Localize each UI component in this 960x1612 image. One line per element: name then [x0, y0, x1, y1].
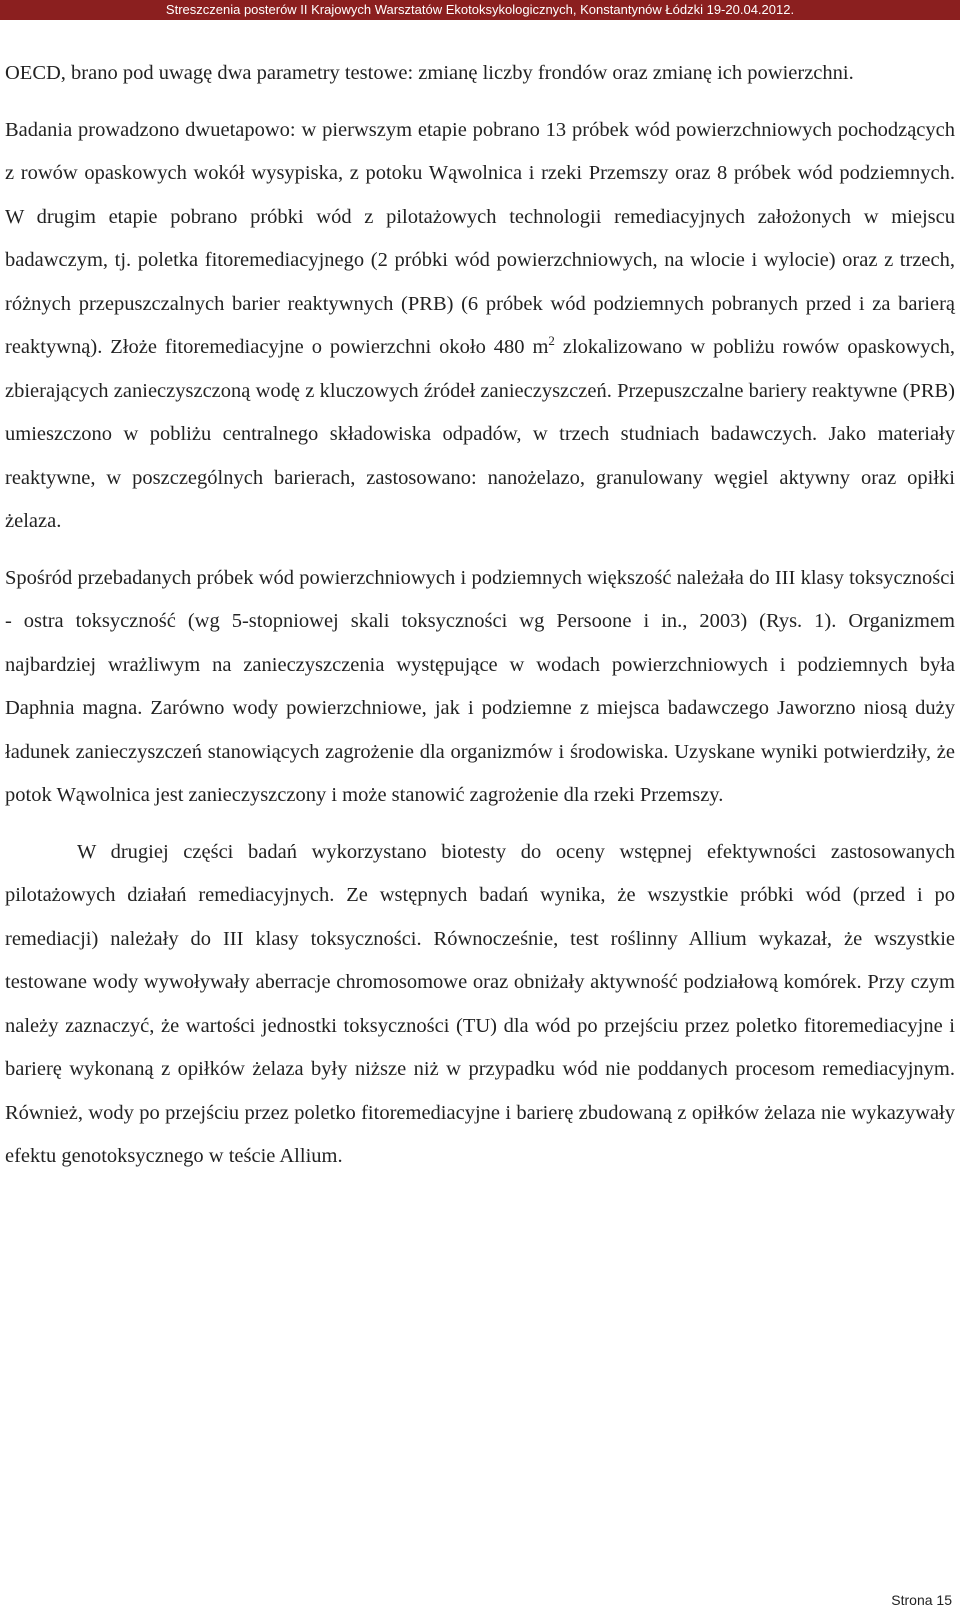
paragraph-sampling-text-continued: zlokalizowano w pobliżu rowów opaskowych, zbierających zanieczyszczoną wodę z kluczowych źródeł zanieczyszczeń. Przepuszczalne bariery reaktywne (PRB) umieszczono w pobliżu centralnego składowiska odpadów, w trzech studniach badawczych. Jako materiały reaktywne, w poszczególnych barierach, zastosowano: nanożelazo, granulowany węgiel aktywny oraz opiłki żelaza. — [5, 336, 956, 532]
paragraph-oecd: OECD, brano pod uwagę dwa parametry testowe: zmianę liczby frondów oraz zmianę ich powierzchni. — [5, 62, 854, 84]
page-header — [0, 0, 960, 20]
header-title: Streszczenia posterów II Krajowych Warsztatów Ekotoksykologicznych, Konstantynów Łódzki 19-20.04.2012. — [165, 2, 795, 17]
paragraph-sampling-text: Badania prowadzono dwuetapowo: w pierwszym etapie pobrano 13 próbek wód powierzchniowych pochodzących z rowów opaskowych wokół wysypiska, z potoku Wąwolnica i rzeki Przemszy oraz 8 próbek wód podziemnych. W drugim etapie pobrano próbki wód z pilotażowych technologii remediacyjnych założonych w miejscu badawczym, tj. poletka fitoremediacyjnego (2 próbki wód powierzchniowych, na wlocie i wylocie) oraz z trzech, różnych przepuszczalnych barier reaktywnych (PRB) (6 próbek wód podziemnych pobranych przed i za barierą reaktywną). Złoże fitoremediacyjne o powierzchni około 480 m — [5, 118, 955, 358]
document-body — [5, 52, 955, 1179]
paragraph-sampling — [5, 109, 955, 544]
page-number: Strona 15 — [891, 1592, 952, 1608]
paragraph-remediation: W drugiej części badań wykorzystano biotesty do oceny wstępnej efektywności zastosowanych pilotażowych działań remediacyjnych. Ze wstępnych badań wynika, że wszystkie próbki wód (przed i po remediacji) należały do III klasy toksyczności. Równocześnie, test roślinny Allium wykazał, że wszystkie testowane wody wywoływały aberracje chromosomowe oraz obniżały aktywność podziałową komórek. Przy czym należy zaznaczyć, że wartości jednostki toksyczności (TU) dla wód po przejściu przez poletko fitoremediacyjne i barierę wykonaną z opiłków żelaza były niższe niż w przypadku wód nie poddanych procesom remediacyjnym. Również, wody po przejściu przez poletko fitoremediacyjne i barierę zbudowaną z opiłków żelaza nie wykazywały efektu genotoksycznego w teście Allium. — [5, 840, 955, 1167]
paragraph-results: Spośród przebadanych próbek wód powierzchniowych i podziemnych większość należała do III klasy toksyczności - ostra toksyczność (wg 5-stopniowej skali toksyczności wg Persoone i in., 2003) (Rys. 1). Organizmem najbardziej wrażliwym na zanieczyszczenia występujące w wodach powierzchniowych i podziemnych była Daphnia magna. Zarówno wody powierzchniowe, jak i podziemne z miejsca badawczego Jaworzno niosą duży ładunek zanieczyszczeń stanowiących zagrożenie dla organizmów i środowiska. Uzyskane wyniki potwierdziły, że potok Wąwolnica jest zanieczyszczony i może stanowić zagrożenie dla rzeki Przemszy. — [5, 566, 955, 806]
superscript-exponent: 2 — [548, 333, 555, 349]
